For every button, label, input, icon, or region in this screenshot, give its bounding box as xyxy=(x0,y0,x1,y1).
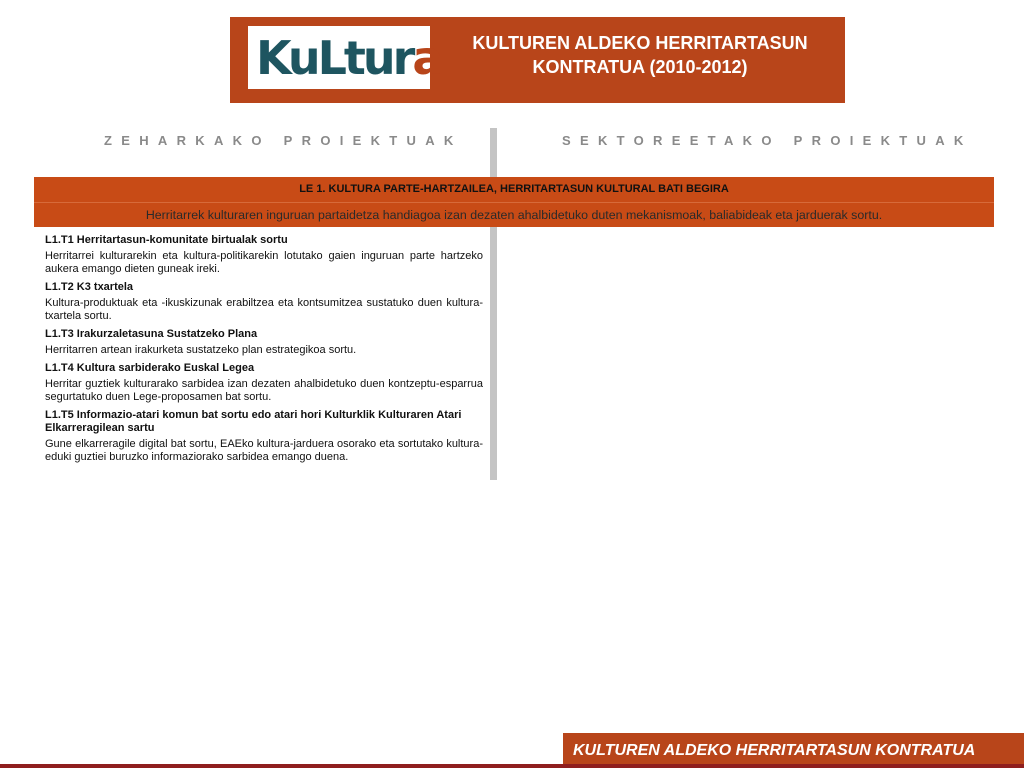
item-description: Herritarrei kulturarekin eta kultura-politikarekin lotutako gaien inguruan parte hartzeko aukera emango dieten guneak ireki. xyxy=(45,250,483,275)
item-description: Gune elkarreragile digital bat sortu, EAEko kultura-jarduera osorako eta sortutako kultura-eduki guztiei buruzko informaziorako sarbidea emango duena. xyxy=(45,438,483,463)
list-item xyxy=(45,281,483,323)
line-subtitle-band: Herritarrek kulturaren inguruan partaidetza handiagoa izan dezaten ahalbidetuko duten mekanismoak, baliabideak eta jarduerak sortu. xyxy=(34,202,994,227)
right-column-heading: SEKTOREETAKO PROIEKTUAK xyxy=(562,133,973,148)
page-title xyxy=(444,31,836,79)
header-banner xyxy=(230,17,845,103)
project-list xyxy=(45,234,483,469)
line-title-band: LE 1. KULTURA PARTE-HARTZAILEA, HERRITARTASUN KULTURAL BATI BEGIRA xyxy=(34,177,994,202)
list-item xyxy=(45,362,483,404)
item-description: Herritarren artean irakurketa sustatzeko plan estrategikoa sortu. xyxy=(45,344,357,356)
item-title: L1.T2 K3 txartela xyxy=(45,281,134,293)
footer-banner xyxy=(563,733,1024,768)
list-item xyxy=(45,409,483,464)
item-description: Kultura-produktuak eta -ikuskizunak erabiltzea eta kontsumitzea sustatuko duen kultura-txartela sortu. xyxy=(45,297,483,322)
logo-wordmark: KuLtura xyxy=(256,31,441,85)
item-title: L1.T1 Herritartasun-komunitate birtualak sortu xyxy=(45,234,288,246)
list-item xyxy=(45,234,483,276)
left-column-heading: ZEHARKAKO PROIEKTUAK xyxy=(104,133,463,148)
title-line-1: KULTUREN ALDEKO HERRITARTASUN xyxy=(472,33,808,53)
item-description: Herritar guztiek kulturarako sarbidea izan dezaten ahalbidetuko duen kontzeptu-esparrua segurtatuko duen Lege-proposamen bat sortu. xyxy=(45,378,483,403)
list-item xyxy=(45,328,483,357)
item-title: L1.T5 Informazio-atari komun bat sortu edo atari hori Kulturklik Kulturaren Atari Elkarreragilean sartu xyxy=(45,409,462,434)
footer-rule xyxy=(0,764,1024,768)
item-title: L1.T3 Irakurzaletasuna Sustatzeko Plana xyxy=(45,328,258,340)
footer-title: KULTUREN ALDEKO HERRITARTASUN KONTRATUA xyxy=(573,742,976,759)
title-line-2: KONTRATUA (2010-2012) xyxy=(532,57,748,77)
kultura-logo xyxy=(248,26,441,89)
item-title: L1.T4 Kultura sarbiderako Euskal Legea xyxy=(45,362,255,374)
